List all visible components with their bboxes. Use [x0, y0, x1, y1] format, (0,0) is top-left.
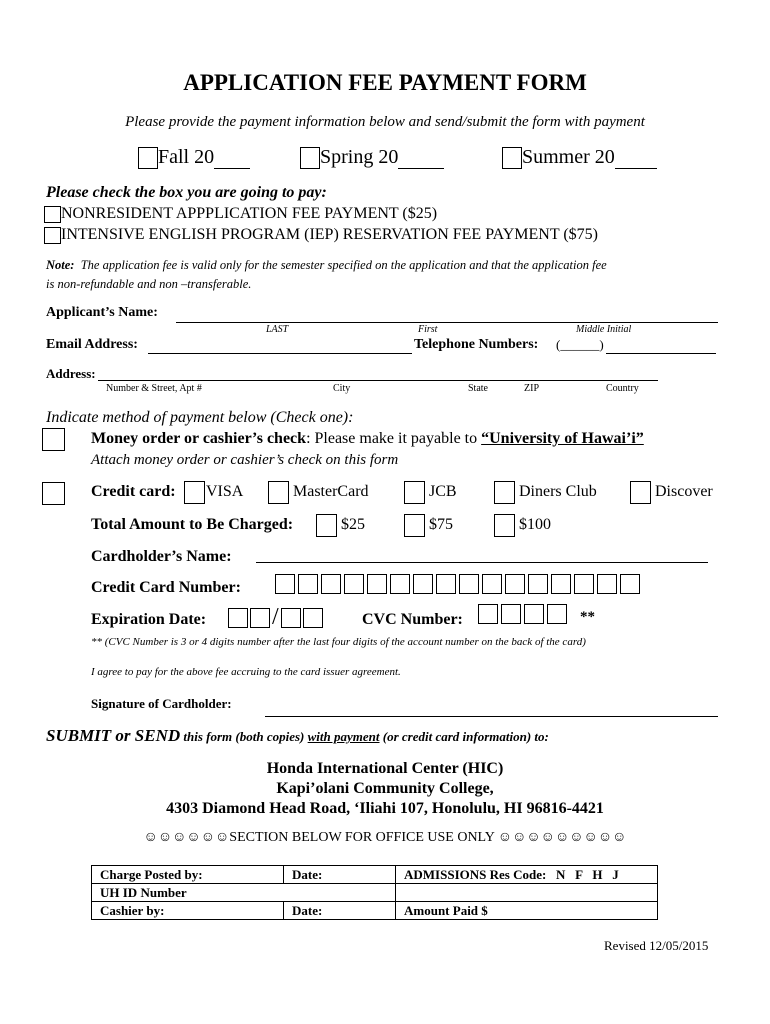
name-first-caption: First [418, 324, 438, 335]
address-line-3: 4303 Diamond Head Road, ‘Iliahi 107, Honolulu, HI 96816-4421 [166, 800, 604, 817]
table-row [92, 866, 658, 884]
cvc-label: CVC Number: [362, 611, 463, 628]
note-label: Note: [46, 258, 75, 272]
charge-posted-cell: Charge Posted by: [92, 866, 284, 884]
address-line-2: Kapi’olani Community College, [276, 780, 494, 797]
cvc-note: ** (CVC Number is 3 or 4 digits number after the last four digits of the account number on the back of the card) [91, 636, 586, 648]
cardholder-name-line[interactable] [256, 562, 708, 563]
card-number-box[interactable] [298, 574, 318, 594]
money-order-text: : Please make it payable to [306, 430, 482, 447]
signature-label: Signature of Cardholder: [91, 696, 232, 711]
term-fall-checkbox[interactable] [138, 147, 158, 169]
jcb-label: JCB [429, 483, 457, 500]
name-last-caption: LAST [266, 324, 289, 335]
expiration-boxes[interactable] [228, 604, 323, 631]
exp-month-box-2[interactable] [250, 608, 270, 628]
term-spring-year-line[interactable] [398, 148, 444, 169]
card-number-box[interactable] [528, 574, 548, 594]
card-number-label: Credit Card Number: [91, 579, 241, 596]
card-number-box[interactable] [620, 574, 640, 594]
card-number-box[interactable] [275, 574, 295, 594]
mastercard-label: MasterCard [293, 483, 369, 500]
exp-month-box-1[interactable] [228, 608, 248, 628]
cvc-box-4[interactable] [547, 604, 567, 624]
revised-date: Revised 12/05/2015 [604, 938, 709, 953]
note [46, 258, 607, 273]
diners-label: Diners Club [519, 483, 597, 500]
agreement-text: I agree to pay for the above fee accruing to the card issuer agreement. [91, 666, 401, 678]
amount-paid-cell: Amount Paid $ [396, 902, 658, 920]
card-number-box[interactable] [367, 574, 387, 594]
amount-75-label: $75 [429, 516, 453, 533]
amount-25-checkbox[interactable] [316, 514, 337, 537]
phone-label: Telephone Numbers: [414, 337, 539, 352]
discover-checkbox[interactable] [630, 481, 651, 504]
jcb-checkbox[interactable] [404, 481, 425, 504]
total-amount-label: Total Amount to Be Charged: [91, 516, 294, 533]
card-number-box[interactable] [390, 574, 410, 594]
fee-option-nonresident[interactable] [44, 205, 437, 223]
visa-checkbox[interactable] [184, 481, 205, 504]
note-text-1: The application fee is valid only for the semester specified on the application and that the application fee [80, 258, 607, 272]
exp-year-box-2[interactable] [303, 608, 323, 628]
money-order-checkbox[interactable] [42, 428, 65, 451]
email-label: Email Address: [46, 337, 138, 352]
cvc-mark: ** [580, 609, 595, 625]
address-country-caption: Country [606, 383, 639, 394]
office-use-table [91, 865, 658, 920]
term-summer-checkbox[interactable] [502, 147, 522, 169]
card-number-box[interactable] [505, 574, 525, 594]
fee-iep-checkbox[interactable] [44, 227, 61, 244]
name-middle-caption: Middle Initial [576, 324, 632, 335]
address-line[interactable] [98, 380, 658, 381]
table-row [92, 902, 658, 920]
term-summer-year-line[interactable] [615, 148, 657, 169]
amount-100-checkbox[interactable] [494, 514, 515, 537]
applicant-name-line[interactable] [176, 322, 718, 323]
fee-nonresident-label: NONRESIDENT APPPLICATION FEE PAYMENT ($25) [61, 205, 438, 222]
subtitle: Please provide the payment information below and send/submit the form with payment [125, 114, 645, 130]
cardholder-name-label: Cardholder’s Name: [91, 548, 232, 565]
card-number-box[interactable] [344, 574, 364, 594]
submit-with-payment: with payment [307, 729, 380, 744]
card-number-boxes[interactable] [275, 574, 643, 594]
submit-instructions [46, 726, 549, 746]
address-zip-caption: ZIP [524, 383, 539, 394]
term-spring-label: Spring 20 [320, 146, 399, 168]
address-line-1: Honda International Center (HIC) [266, 760, 504, 777]
cvc-boxes[interactable] [478, 604, 567, 624]
term-summer-label: Summer 20 [522, 146, 615, 168]
fee-option-iep[interactable] [44, 226, 598, 244]
exp-separator: / [272, 604, 279, 630]
admissions-cell [396, 866, 658, 884]
expiration-label: Expiration Date: [91, 611, 207, 628]
address-label: Address: [46, 366, 96, 381]
money-order-line [91, 430, 644, 448]
phone-format: (______) [556, 337, 604, 352]
admissions-label: ADMISSIONS Res Code: [404, 866, 547, 882]
submit-text-1: this form (both copies) [180, 729, 308, 744]
submit-text-2: (or credit card information) to: [379, 729, 549, 744]
address-state-caption: State [468, 383, 488, 394]
card-number-box[interactable] [482, 574, 502, 594]
card-number-box[interactable] [459, 574, 479, 594]
card-number-box[interactable] [413, 574, 433, 594]
cashier-cell: Cashier by: [92, 902, 284, 920]
money-order-attach: Attach money order or cashier’s check on this form [91, 452, 399, 468]
method-heading: Indicate method of payment below (Check one): [46, 409, 354, 426]
page-title: APPLICATION FEE PAYMENT FORM [183, 70, 587, 95]
credit-card-checkbox[interactable] [42, 482, 65, 505]
submit-lead: SUBMIT or SEND [46, 726, 181, 745]
term-summer[interactable] [502, 146, 657, 169]
mastercard-checkbox[interactable] [268, 481, 289, 504]
card-number-box[interactable] [551, 574, 571, 594]
table-row [92, 884, 658, 902]
term-fall-label: Fall 20 [158, 146, 215, 168]
email-line[interactable] [148, 353, 412, 354]
office-use-banner: ☺☺☺☺☺☺SECTION BELOW FOR OFFICE USE ONLY ☺☺☺☺☺☺☺☺☺ [143, 830, 627, 845]
term-fall[interactable] [138, 146, 250, 169]
fee-nonresident-checkbox[interactable] [44, 206, 61, 223]
admissions-codes: N F H J [556, 866, 619, 882]
phone-line[interactable] [606, 353, 716, 354]
term-fall-year-line[interactable] [214, 148, 250, 169]
money-order-label: Money order or cashier’s check [91, 430, 307, 447]
fee-iep-label: INTENSIVE ENGLISH PROGRAM (IEP) RESERVATION FEE PAYMENT ($75) [61, 226, 598, 243]
check-heading: Please check the box you are going to pay: [46, 184, 327, 201]
date-cell-2: Date: [284, 902, 396, 920]
amount-75-checkbox[interactable] [404, 514, 425, 537]
card-number-box[interactable] [597, 574, 617, 594]
card-number-box[interactable] [321, 574, 341, 594]
address-street-caption: Number & Street, Apt # [106, 383, 202, 394]
payee: “University of Hawai’i” [481, 430, 644, 447]
term-spring[interactable] [300, 146, 444, 169]
card-number-box[interactable] [436, 574, 456, 594]
term-spring-checkbox[interactable] [300, 147, 320, 169]
address-city-caption: City [333, 383, 351, 394]
discover-label: Discover [655, 483, 713, 500]
applicant-name-label: Applicant’s Name: [46, 305, 158, 320]
signature-line[interactable] [265, 716, 718, 717]
cvc-box-1[interactable] [478, 604, 498, 624]
credit-card-label: Credit card: [91, 483, 176, 500]
uh-id-cell: UH ID Number [92, 884, 396, 902]
cvc-box-3[interactable] [524, 604, 544, 624]
date-cell-1: Date: [284, 866, 396, 884]
amount-25-label: $25 [341, 516, 365, 533]
visa-label: VISA [206, 483, 244, 500]
card-number-box[interactable] [574, 574, 594, 594]
amount-100-label: $100 [519, 516, 551, 533]
note-text-2: is non-refundable and non –transferable. [46, 277, 252, 291]
empty-cell [396, 884, 658, 902]
cvc-box-2[interactable] [501, 604, 521, 624]
exp-year-box-1[interactable] [281, 608, 301, 628]
diners-checkbox[interactable] [494, 481, 515, 504]
